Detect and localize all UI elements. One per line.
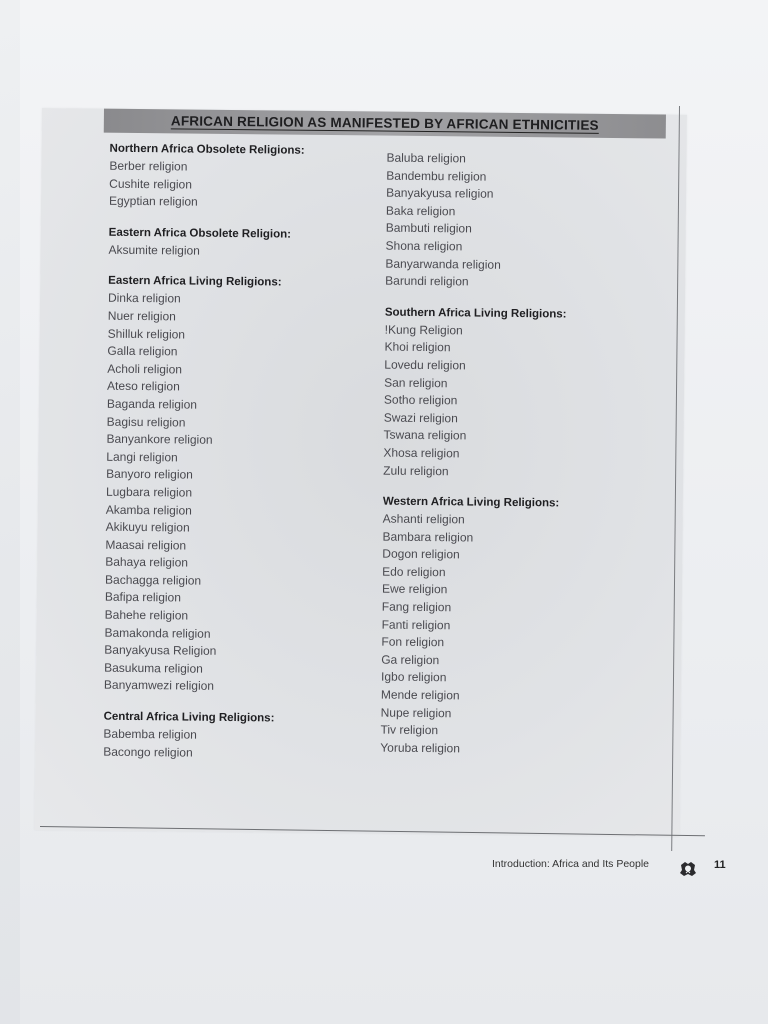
group-western-living: [380, 496, 643, 760]
list-item: Lugbara religion: [105, 484, 193, 500]
group-heading: Eastern Africa Living Religions:: [108, 275, 282, 289]
group-heading: Central Africa Living Religions:: [103, 710, 275, 725]
list-item: Ga religion: [381, 652, 440, 668]
list-item: Langi religion: [106, 449, 178, 465]
list-item: Maasai religion: [105, 537, 187, 553]
list-item: Nupe religion: [380, 705, 452, 720]
group-heading: Northern Africa Obsolete Religions:: [109, 142, 305, 157]
list-item: Fanti religion: [381, 617, 451, 632]
list-item: Bachagga religion: [104, 572, 202, 588]
list-item: Banyankore religion: [106, 431, 213, 447]
emblem-icon: [678, 859, 698, 879]
list-item: Bacongo religion: [103, 744, 193, 760]
right-column: [380, 150, 647, 776]
footer-text: Introduction: Africa and Its People: [492, 858, 650, 870]
list-item: Bagisu religion: [106, 414, 186, 430]
list-item: Banyoro religion: [106, 467, 193, 482]
group-central-continued: [385, 150, 646, 293]
left-column: [103, 143, 370, 780]
page-title: AFRICAN RELIGION AS MANIFESTED BY AFRICAN ETHNICITIES: [170, 113, 599, 133]
list-item: Swazi religion: [383, 410, 458, 426]
list-item: Bahaya religion: [105, 554, 189, 570]
list-item: Khoi religion: [384, 339, 451, 355]
list-item: Bandembu religion: [386, 168, 487, 184]
list-item: Sotho religion: [383, 392, 458, 408]
group-northern-obsolete: [109, 143, 370, 214]
list-item: Baka religion: [385, 203, 456, 219]
list-item: Lovedu religion: [384, 357, 466, 373]
list-item: Berber religion: [109, 158, 188, 174]
list-item: Akikuyu religion: [105, 519, 190, 535]
list-item: Ewe religion: [381, 582, 448, 597]
list-item: Tswana religion: [383, 427, 467, 443]
list-item: Banyakyusa Religion: [104, 642, 217, 659]
list-item: Dinka religion: [107, 291, 181, 306]
content-box: [34, 108, 687, 837]
list-item: Bafipa religion: [104, 590, 182, 605]
list-item: Babemba religion: [103, 726, 197, 742]
group-eastern-living: [104, 275, 368, 697]
list-item: Fang religion: [381, 599, 452, 615]
list-item: Igbo religion: [380, 670, 447, 685]
list-item: Edo religion: [382, 564, 446, 580]
group-heading: Eastern Africa Obsolete Religion:: [108, 226, 292, 241]
group-central-living: [103, 711, 364, 764]
list-item: Zulu religion: [383, 463, 449, 478]
list-item: Fon religion: [381, 634, 445, 650]
list-item: Aksumite religion: [108, 242, 200, 258]
list-item: Cushite religion: [109, 176, 193, 192]
list-item: Bahehe religion: [104, 607, 189, 623]
list-item: Acholi religion: [107, 361, 183, 377]
list-item: Bambuti religion: [385, 220, 472, 236]
list-item: Mende religion: [380, 687, 460, 703]
list-item: Ateso religion: [107, 379, 180, 394]
list-item: Bambara religion: [382, 529, 474, 545]
list-item: Xhosa religion: [383, 445, 460, 461]
list-item: Ashanti religion: [382, 511, 465, 527]
list-item: !Kung Religion: [384, 322, 463, 338]
list-item: Basukuma religion: [104, 660, 203, 676]
list-item: Tiv religion: [380, 722, 439, 738]
list-item: Baganda religion: [106, 396, 198, 412]
list-item: Dogon religion: [382, 546, 460, 562]
list-item: Barundi religion: [385, 273, 469, 289]
list-item: Baluba religion: [386, 150, 466, 166]
group-southern-living: [383, 306, 645, 482]
list-item: Banyamwezi religion: [103, 678, 215, 694]
list-item: Yoruba religion: [380, 740, 461, 756]
list-item: San religion: [384, 375, 448, 390]
group-eastern-obsolete: [108, 226, 368, 261]
list-item: Shilluk religion: [107, 326, 186, 342]
group-heading: Western Africa Living Religions:: [382, 495, 560, 510]
list-item: Akamba religion: [105, 502, 192, 518]
group-heading: Southern Africa Living Religions:: [384, 306, 567, 321]
list-item: Bamakonda religion: [104, 625, 211, 641]
list-item: Shona religion: [385, 238, 463, 254]
list-item: Nuer religion: [107, 308, 176, 324]
list-item: Banyarwanda religion: [385, 256, 501, 272]
list-item: Egyptian religion: [108, 193, 198, 209]
list-item: Banyakyusa religion: [386, 185, 494, 201]
page-number: 11: [714, 859, 726, 871]
list-item: Galla religion: [107, 343, 178, 359]
title-banner: [104, 109, 666, 139]
